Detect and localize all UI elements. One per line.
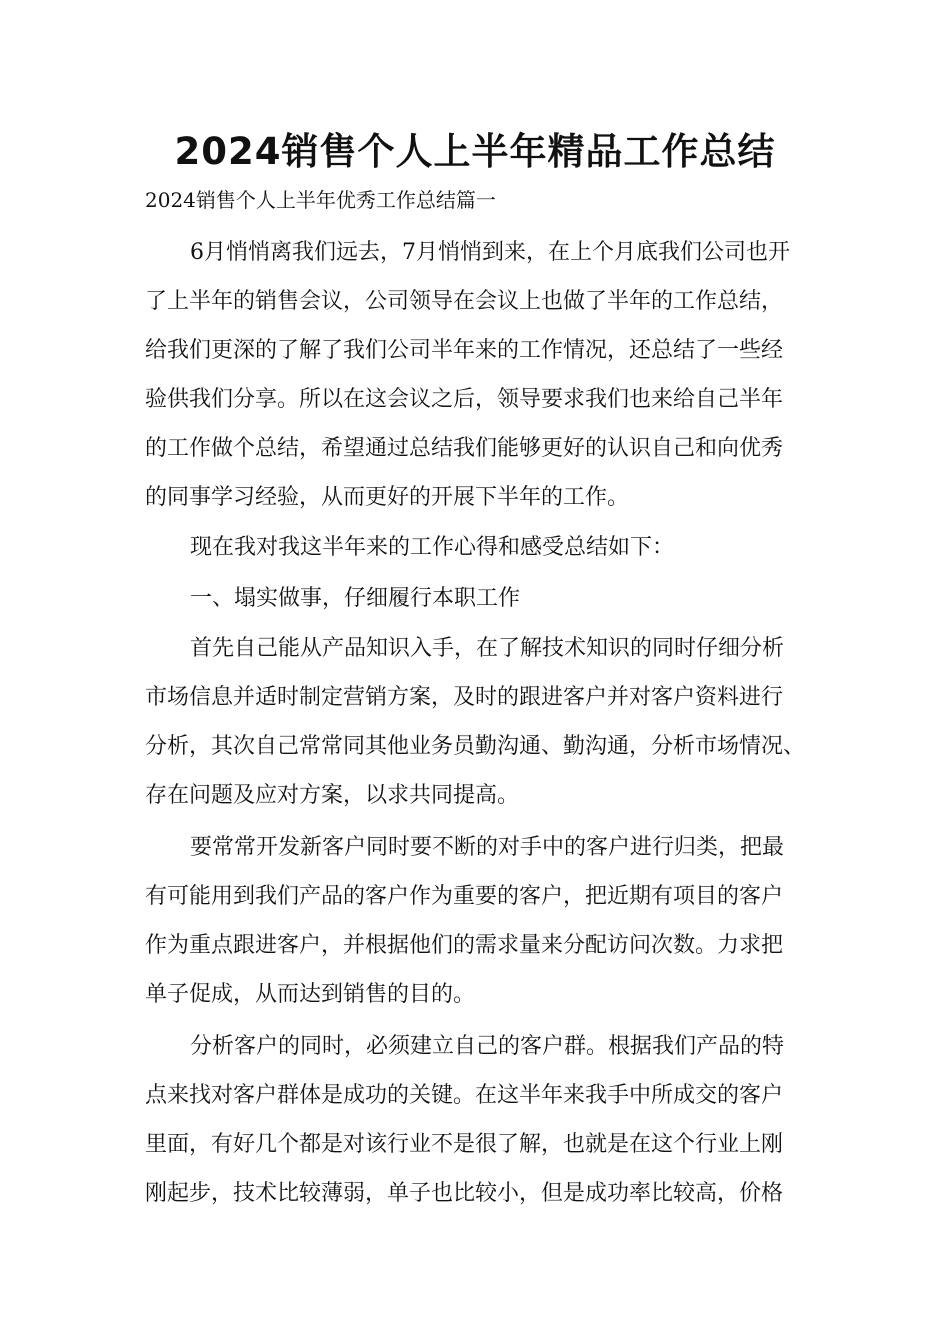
- paragraph-line: 单子促成，从而达到销售的目的。: [145, 982, 476, 1007]
- paragraph-line: 市场信息并适时制定营销方案，及时的跟进客户并对客户资料进行: [145, 685, 784, 710]
- paragraph-line: 存在问题及应对方案，以求共同提高。: [145, 783, 520, 808]
- paragraph-line: 现在我对我这半年来的工作心得和感受总结如下：: [190, 535, 675, 560]
- paragraph-line: 的工作做个总结，希望通过总结我们能够更好的认识自己和向优秀: [145, 436, 784, 461]
- paragraph-line: 刚起步，技术比较薄弱，单子也比较小，但是成功率比较高，价格: [145, 1181, 784, 1206]
- paragraph-line: 要常常开发新客户同时要不断的对手中的客户进行归类，把最: [190, 835, 785, 860]
- document-title: 2024销售个人上半年精品工作总结: [174, 130, 776, 173]
- paragraph-line: 有可能用到我们产品的客户作为重要的客户，把近期有项目的客户: [145, 884, 784, 909]
- paragraph-line: 分析，其次自己常常同其他业务员勤沟通、勤沟通，分析市场情况、: [145, 734, 806, 759]
- paragraph-line: 验供我们分享。所以在这会议之后，领导要求我们也来给自己半年: [145, 387, 784, 412]
- paragraph-line: 首先自己能从产品知识入手，在了解技术知识的同时仔细分析: [190, 636, 785, 661]
- document-subtitle: 2024销售个人上半年优秀工作总结篇一: [145, 188, 496, 212]
- section-heading: 一、塌实做事，仔细履行本职工作: [190, 586, 521, 611]
- paragraph-line: 里面，有好几个都是对该行业不是很了解，也就是在这个行业上刚: [145, 1132, 784, 1157]
- paragraph-line: 分析客户的同时，必须建立自己的客户群。根据我们产品的特: [190, 1034, 785, 1059]
- paragraph-line: 给我们更深的了解了我们公司半年来的工作情况，还总结了一些经: [145, 338, 784, 363]
- paragraph-line: 点来找对客户群体是成功的关键。在这半年来我手中所成交的客户: [145, 1083, 784, 1108]
- paragraph-line: 了上半年的销售会议，公司领导在会议上也做了半年的工作总结，: [145, 289, 784, 314]
- paragraph-line: 作为重点跟进客户，并根据他们的需求量来分配访问次数。力求把: [145, 933, 784, 958]
- paragraph-line: 6月悄悄离我们远去，7月悄悄到来，在上个月底我们公司也开: [190, 240, 790, 265]
- paragraph-line: 的同事学习经验，从而更好的开展下半年的工作。: [145, 485, 630, 510]
